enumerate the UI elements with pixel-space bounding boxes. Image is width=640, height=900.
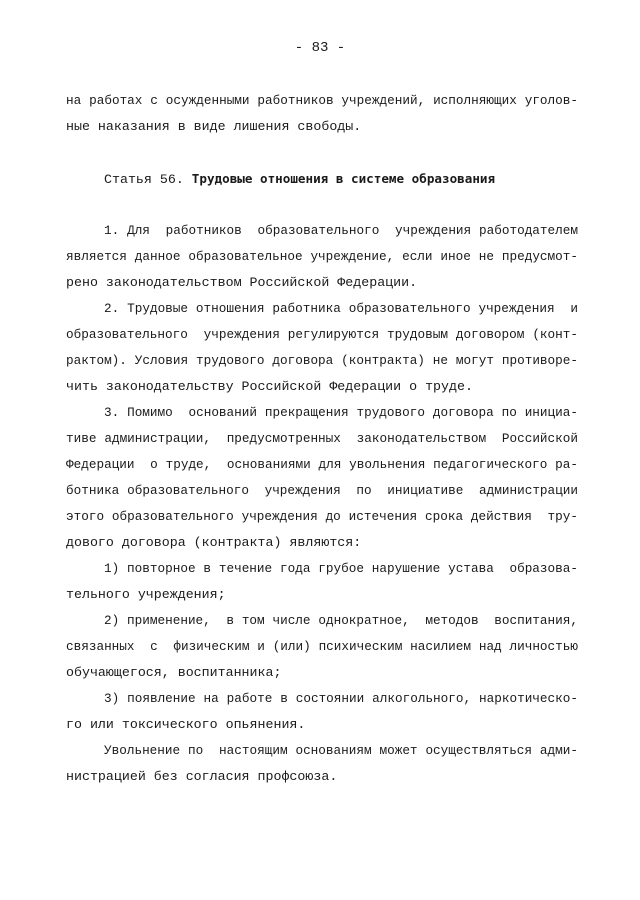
paragraph-2 <box>66 296 578 400</box>
paragraph-3 <box>66 400 578 556</box>
article-title: Трудовые отношения в системе образования <box>191 171 496 186</box>
text-line: рено законодательством Российской Федерации. <box>66 275 418 290</box>
list-item-3 <box>66 686 578 738</box>
text-line: тиве администрации, предусмотренных законодательством Российской <box>66 431 578 446</box>
text-line: на работах с осужденными работников учреждений, исполняющих уголов- <box>66 93 578 108</box>
closing-paragraph <box>66 738 578 790</box>
intro-paragraph <box>66 88 578 140</box>
text-line: ботника образовательного учреждения по инициативе администрации <box>66 483 578 498</box>
text-line: 1) повторное в течение года грубое нарушение устава образова- <box>104 561 578 576</box>
text-line: Федерации о труде, основаниями для увольнения педагогического ра- <box>66 457 578 472</box>
text-line: рактом). Условия трудового договора (контракта) не могут противоре- <box>66 353 578 368</box>
text-line: чить законодательству Российской Федерации о труде. <box>66 379 473 394</box>
text-line: 2) применение, в том числе однократное, методов воспитания, <box>104 613 578 628</box>
paragraph-1 <box>66 218 578 296</box>
text-line: 2. Трудовые отношения работника образовательного учреждения и <box>104 301 578 316</box>
page-number: - 83 - <box>294 40 346 56</box>
text-line: этого образовательного учреждения до истечения срока действия тру- <box>66 509 578 524</box>
text-line: го или токсического опьянения. <box>66 717 306 732</box>
list-item-2 <box>66 608 578 686</box>
text-line: ные наказания в виде лишения свободы. <box>66 119 362 134</box>
text-line: 1. Для работников образовательного учреждения работодателем <box>104 223 578 238</box>
text-line: 3. Помимо оснований прекращения трудового договора по инициа- <box>104 405 578 420</box>
text-line: связанных с физическим и (или) психическим насилием над личностью <box>66 639 578 654</box>
text-line: нистрацией без согласия профсоюза. <box>66 769 338 784</box>
text-line: 3) появление на работе в состоянии алкогольного, наркотическо- <box>104 691 578 706</box>
text-line: Увольнение по настоящим основаниям может осуществляться адми- <box>104 743 578 758</box>
text-line: дового договора (контракта) являются: <box>66 535 362 550</box>
text-line: является данное образовательное учреждение, если иное не предусмот- <box>66 249 578 264</box>
text-line: образовательного учреждения регулируются трудовым договором (конт- <box>66 327 578 342</box>
article-number: Статья 56. <box>104 172 184 187</box>
text-line: обучающегося, воспитанника; <box>66 665 282 680</box>
text-line: тельного учреждения; <box>66 587 226 602</box>
list-item-1 <box>66 556 578 608</box>
article-heading <box>104 166 495 193</box>
